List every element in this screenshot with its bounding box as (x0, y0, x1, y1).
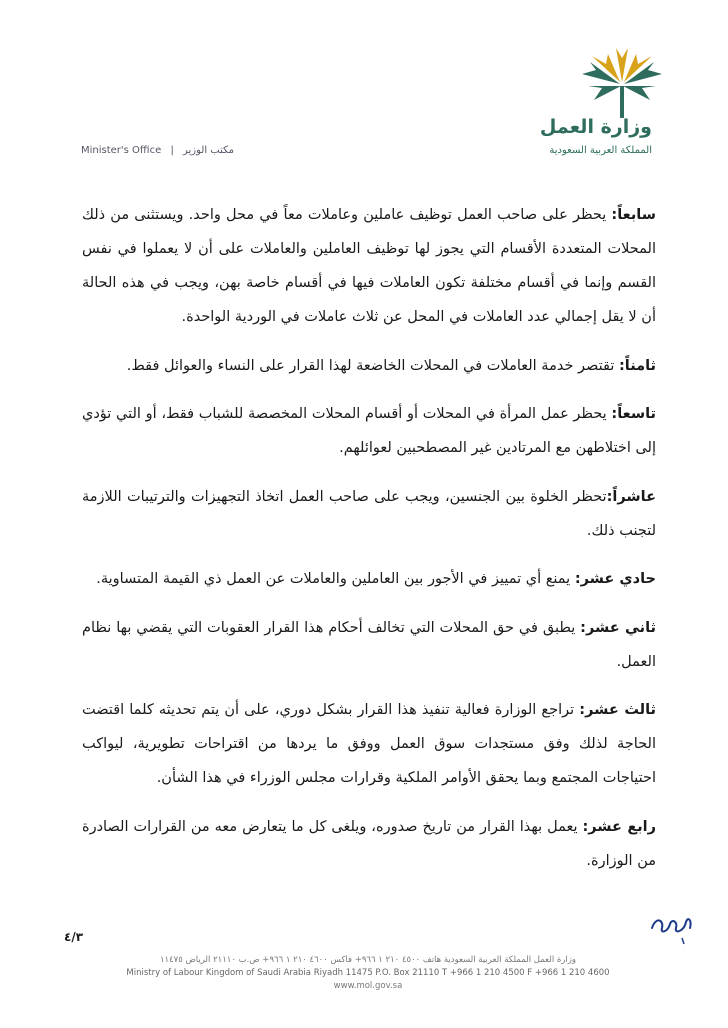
article-text: تراجع الوزارة فعالية تنفيذ هذا القرار بشكل دوري، على أن يتم تحديثه كلما اقتضت الحاجة لذلك وفق مستجدات سوق العمل ووفق ما يردها من اقتراحات تطويرية، ليواكب احتياجات المجتمع وبما يحقق الأوامر الملكية وقرارات مجلس الوزراء في هذا الشأن. (82, 702, 656, 786)
handwritten-initials (646, 898, 698, 946)
article-heading: رابع عشر: (582, 818, 656, 835)
footer-website: www.mol.gov.sa (333, 981, 403, 991)
page-number: ٤/٣ (64, 930, 84, 944)
article-heading: حادي عشر: (574, 571, 656, 587)
ministry-logo-icon (576, 42, 668, 120)
article-heading: تاسعاً: (611, 406, 656, 422)
article-heading: ثالث عشر: (579, 702, 656, 718)
article-text: تحظر الخلوة بين الجنسين، ويجب على صاحب العمل اتخاذ التجهيزات والترتيبات اللازمة لتجنب ذلك. (82, 488, 656, 539)
article-14 (82, 810, 656, 878)
article-13 (82, 693, 656, 795)
office-en: Minister's Office (81, 145, 162, 156)
article-11 (82, 562, 656, 596)
separator: | (170, 145, 174, 156)
article-10 (82, 480, 656, 548)
article-text: يطبق في حق المحلات التي تخالف أحكام هذا القرار العقوبات التي يقضي بها نظام العمل. (82, 619, 656, 670)
article-heading: سابعاً: (611, 207, 656, 223)
article-text: يمنع أي تمييز في الأجور بين العاملين والعاملات عن العمل ذي القيمة المتساوية. (96, 571, 575, 587)
article-7 (82, 198, 656, 334)
kingdom-name: المملكة العربية السعودية (549, 145, 652, 156)
document-body (82, 198, 656, 888)
article-12 (82, 611, 656, 679)
footer (74, 955, 662, 991)
article-9 (82, 397, 656, 465)
footer-english-line: Ministry of Labour Kingdom of Saudi Arabia Riyadh 11475 P.O. Box 21110 T +966 1 210 4500 F +966 1 210 4600 (126, 968, 610, 978)
article-text: تقتصر خدمة العاملات في المحلات الخاضعة لهذا القرار على النساء والعوائل فقط. (126, 357, 619, 374)
article-8 (82, 349, 656, 383)
office-line (81, 145, 234, 156)
article-heading: عاشراً: (606, 488, 656, 505)
office-ar: مكتب الوزير (183, 145, 235, 156)
article-heading: ثاني عشر: (580, 619, 657, 636)
article-text: يحظر على صاحب العمل توظيف عاملين وعاملات معاً في محل واحد. ويستثنى من ذلك المحلات المتعددة الأقسام التي يجوز لها توظيف العاملين والعاملات على أن لا يعملوا في نفس القسم وإنما في أقسام مختلفة تكون العاملات فيها في أقسام خاصة بهن، ويجب في هذه الحالة أن لا يقل إجمالي عدد العاملات في المحل عن ثلاث عاملات في الوردية الواحدة. (82, 207, 656, 325)
article-text: يعمل بهذا القرار من تاريخ صدوره، ويلغى كل ما يتعارض معه من القرارات الصادرة من الوزارة. (82, 818, 656, 869)
article-heading: ثامناً: (618, 357, 656, 374)
article-text: يحظر عمل المرأة في المحلات أو أقسام المحلات المخصصة للشباب فقط، أو التي تؤدي إلى اختلاطهن مع المرتادين غير المصطحبين لعوائلهم. (82, 406, 656, 456)
footer-arabic-line: وزارة العمل المملكة العربية السعودية هاتف ٤٥٠٠ ٢١٠ ١ ٩٦٦+ فاكس ٤٦٠٠ ٢١٠ ١ ٩٦٦+ ص.ب ٢١١١٠ الرياض ١١٤٧٥ (159, 955, 577, 965)
ministry-name: وزارة العمل (539, 116, 652, 138)
